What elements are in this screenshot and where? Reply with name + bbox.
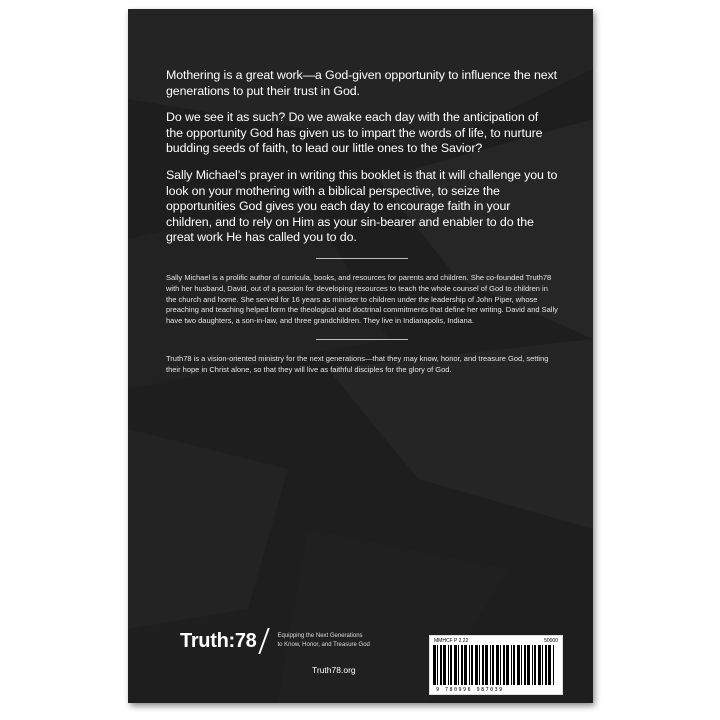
price-code: MMHCF P 2.22 [434,638,469,644]
ministry-blurb: Truth78 is a vision-oriented ministry for the next generations—that they may know, honor, and treasure God, setting their hope in Christ alone, so that they will live as faithful disciples for the glory of God. [166,353,549,374]
logo-slash [258,628,269,654]
cover-text [166,68,558,376]
isbn-digits: 9 780996 987039 [436,687,504,693]
publisher-tagline: Equipping the Next Generations to Know, Honor, and Treasure God [277,633,370,648]
barcode-add-on: 50000 [544,638,558,644]
lead-paragraph-1: Mothering is a great work—a God-given opportunity to influence the next generations to put their trust in God. [166,68,557,98]
publisher-url: Truth78.org [312,665,356,675]
lead-text [166,68,558,246]
lead-paragraph-3: Sally Michael’s prayer in writing this booklet is that it will challenge you to look on your mothering with a biblical perspective, to seize the opportunities God gives you each day to encourage faith in your children, and to rely on Him as your sin-bearer and enabler to do the great work He has called you to do. [166,167,558,245]
barcode-bars [433,645,559,685]
author-bio: Sally Michael is a prolific author of curricula, books, and resources for parents and children. She co-founded Truth78 with her husband, David, out of a passion for developing resources to teach the whole counsel of God to children in the church and home. She served for 16 years as minister to children under the leadership of John Piper, whose preaching and teaching helped form the theological and doctrinal commitments that define her writing. David and Sally have two daughters, a son-in-law, and three grandchildren. They live in Indianapolis, Indiana. [166,272,558,326]
divider-1 [316,258,408,259]
isbn-barcode [429,635,563,695]
lead-paragraph-2: Do we see it as such? Do we awake each day with the anticipation of the opportunity God has given us to impart the words of life, to nurture budding seeds of faith, to lead our little ones to the Savior? [166,110,543,156]
publisher-footer [180,628,388,654]
book-back-cover [128,9,593,703]
divider-2 [316,339,408,340]
truth78-logo: Truth:78 [180,629,257,652]
